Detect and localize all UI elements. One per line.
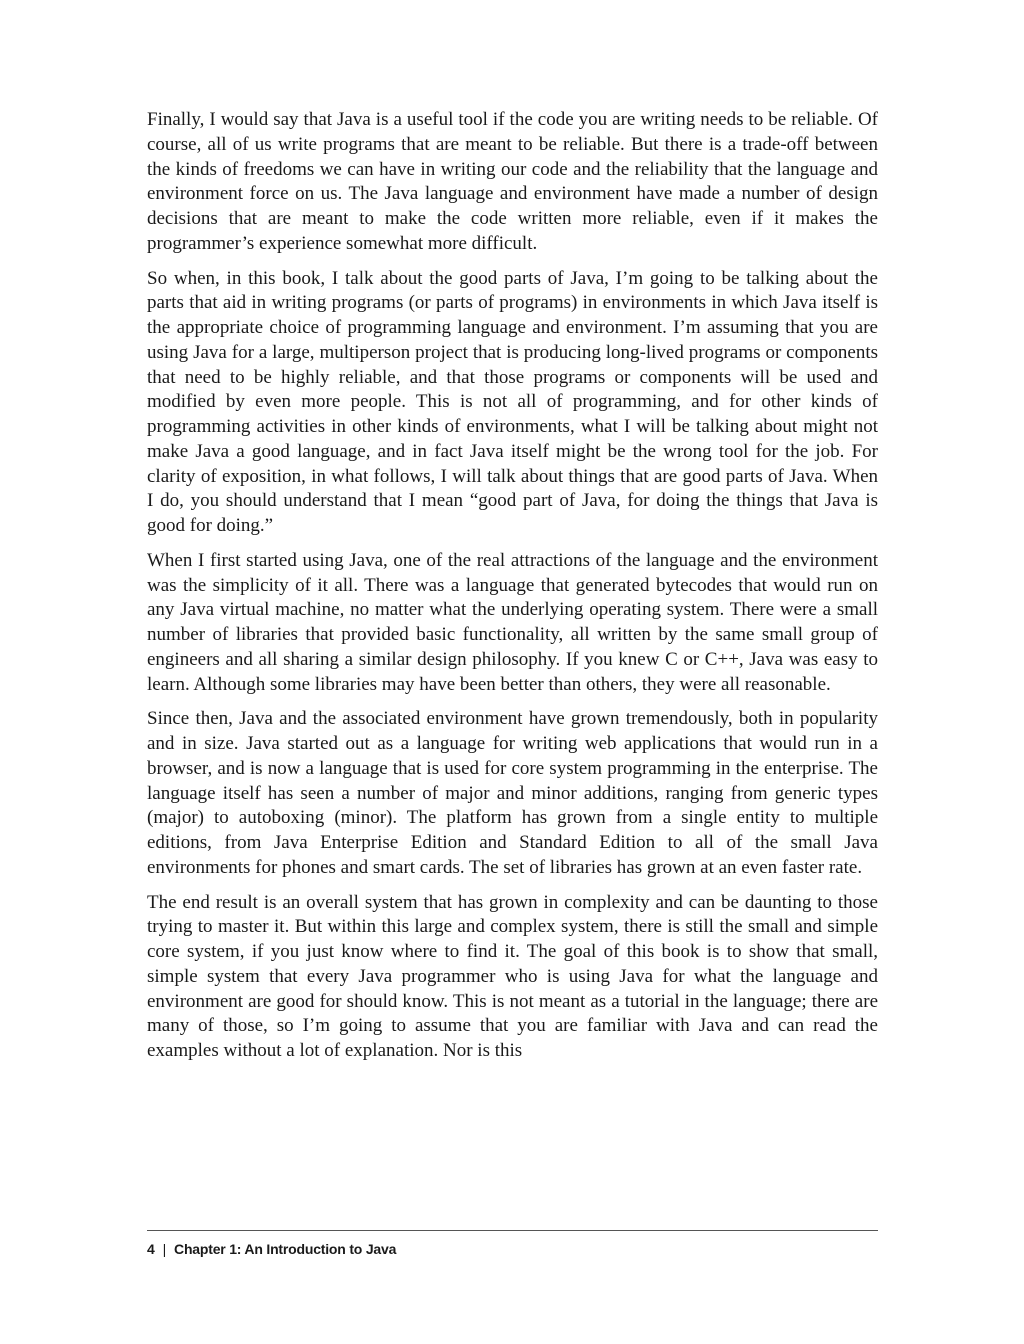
body-paragraph: The end result is an overall system that has grown in complexity and can be daunting to those trying to master it. But within this large and complex system, there is still the small and simple core system, if you just know where to find it. The goal of this book is to show that small, simple system that every Java programmer who is using Java for what the language and environment are good for should know. This is not meant as a tutorial in the language; there are many of those, so I’m going to assume that you are familiar with Java and can read the examples without a lot of explanation. Nor is this [147, 891, 878, 1061]
chapter-title: Chapter 1: An Introduction to Java [174, 1241, 397, 1257]
page-number: 4 [147, 1241, 155, 1257]
body-paragraph: So when, in this book, I talk about the good parts of Java, I’m going to be talking about the parts that aid in writing programs (or parts of programs) in environments in which Java itself is the appropriate choice of programming language and environment. I’m assuming that you are using Java for a large, multiperson project that is producing long-lived programs or components that need to be highly reliable, and that those programs or components will be used and modified by even more people. This is not all of programming, and for other kinds of programming activities in other kinds of environments, what I will be talking about might not make Java a good language, and in fact Java itself might be the wrong tool for the job. For clarity of exposition, in what follows, I will talk about things that are good parts of Java. When I do, you should understand that I mean “good part of Java, for doing the things that Java is good for doing.” [147, 267, 878, 536]
body-paragraph: Since then, Java and the associated environment have grown tremendously, both in popularity and in size. Java started out as a language for writing web applications that would run in a browser, and is now a language that is used for core system programming in the enterprise. The language itself has seen a number of major and minor additions, ranging from generic types (major) to autoboxing (minor). The platform has grown from a single entity to multiple editions, from Java Enterprise Edition and Standard Edition to all of the small Java environments for phones and smart cards. The set of libraries has grown at an even faster rate. [147, 708, 878, 878]
body-paragraph: When I first started using Java, one of the real attractions of the language and the environment was the simplicity of it all. There was a language that generated bytecodes that would run on any Java virtual machine, no matter what the underlying operating system. There were a small number of libraries that provided basic functionality, all written by the same small group of engineers and all sharing a similar design philosophy. If you knew C or C++, Java was easy to learn. Although some libraries may have been better than others, they were all reasonable. [147, 549, 878, 695]
footer-separator: | [162, 1241, 167, 1257]
body-paragraph: Finally, I would say that Java is a useful tool if the code you are writing needs to be reliable. Of course, all of us write programs that are meant to be reliable. But there is a trade-off between the kinds of freedoms we can have in writing our code and the reliability that the language and environment force on us. The Java language and environment have made a number of design decisions that are meant to make the code written more reliable, even if it makes the programmer’s experience somewhat more difficult. [147, 109, 878, 254]
page-footer [147, 1230, 878, 1257]
page-body [147, 108, 878, 1074]
